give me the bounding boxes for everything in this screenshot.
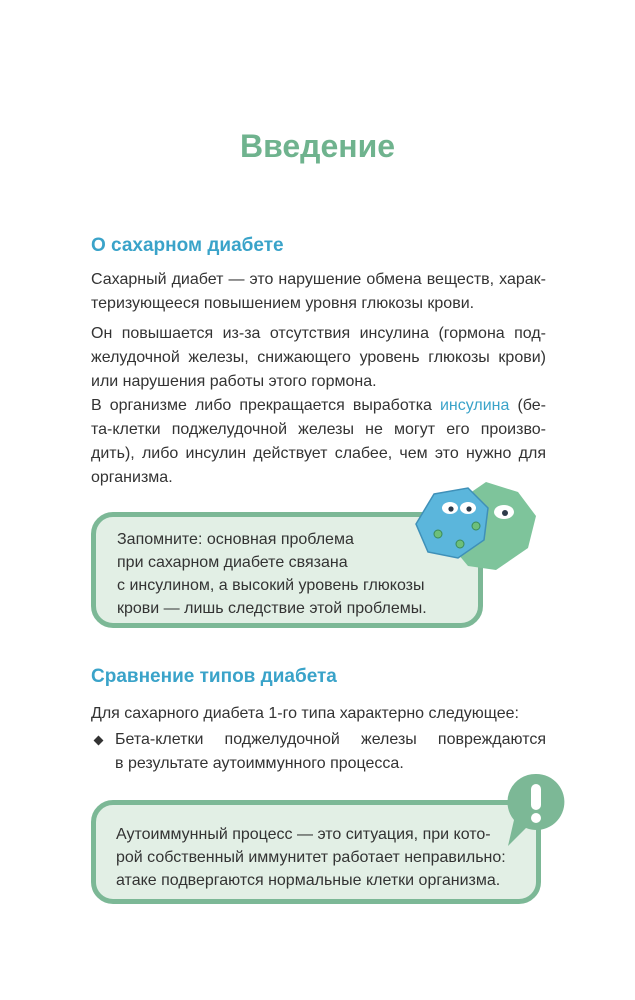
paragraph-line: Он повышается из-за отсутствия инсулина (гормона под- bbox=[91, 325, 546, 342]
callout-line: крови — лишь следствие этой проблемы. bbox=[117, 600, 427, 617]
dot-icon bbox=[456, 540, 464, 548]
paragraph bbox=[91, 322, 546, 394]
section-heading-about-diabetes: О сахарном диабете bbox=[91, 235, 284, 256]
paragraph bbox=[91, 702, 546, 726]
paragraph-line: теризующееся повышением уровня глюкозы крови. bbox=[91, 295, 475, 312]
paragraph-line: или нарушения работы этого гормона. bbox=[91, 373, 377, 390]
paragraph-line: Сахарный диабет — это нарушение обмена веществ, харак- bbox=[91, 271, 546, 288]
pupil-icon bbox=[448, 506, 453, 511]
page-title: Введение bbox=[239, 128, 396, 164]
paragraph-text: В организме либо прекращается выработка bbox=[91, 397, 440, 414]
paragraph-line bbox=[91, 394, 546, 418]
exclamation-dot bbox=[531, 813, 541, 823]
paragraph-line: организма. bbox=[91, 469, 173, 486]
paragraph bbox=[91, 394, 546, 490]
callout-text bbox=[116, 823, 506, 892]
callout-line: при сахарном диабете связана bbox=[117, 554, 348, 571]
bullet-line: Бета-клетки поджелудочной железы повреждаются bbox=[115, 731, 546, 748]
paragraph-line: та-клетки поджелудочной железы не могут его произво- bbox=[91, 421, 546, 438]
callout-text bbox=[117, 528, 427, 620]
bullet-line: в результате аутоиммунного процесса. bbox=[115, 755, 404, 772]
paragraph bbox=[91, 268, 546, 316]
paragraph-text: (бе- bbox=[509, 397, 546, 414]
exclamation-bar bbox=[531, 784, 541, 810]
paragraph-line: желудочной железы, снижающего уровень глюкозы крови) bbox=[91, 349, 546, 366]
callout-autoimmune bbox=[91, 800, 541, 904]
cells-illustration bbox=[410, 478, 540, 583]
insulin-highlight: инсулина bbox=[439, 397, 510, 414]
callout-line: с инсулином, а высокий уровень глюкозы bbox=[117, 577, 425, 594]
pupil-icon bbox=[466, 506, 471, 511]
dot-icon bbox=[434, 530, 442, 538]
section-heading-diabetes-types: Сравнение типов диабета bbox=[91, 666, 337, 687]
callout-line: Аутоиммунный процесс — это ситуация, при кото- bbox=[116, 826, 491, 843]
pupil-icon bbox=[502, 510, 508, 516]
callout-line: рой собственный иммунитет работает неправильно: bbox=[116, 849, 506, 866]
exclamation-icon bbox=[500, 770, 572, 850]
callout-line: атаке подвергаются нормальные клетки организма. bbox=[116, 872, 501, 889]
diamond-bullet-icon bbox=[94, 736, 104, 746]
paragraph-line: Для сахарного диабета 1-го типа характерно следующее: bbox=[91, 705, 519, 722]
callout-line: Запомните: основная проблема bbox=[117, 531, 354, 548]
dot-icon bbox=[472, 522, 480, 530]
paragraph-line: дить), либо инсулин действует слабее, чем это нужно для bbox=[91, 445, 546, 462]
bullet-text bbox=[115, 728, 546, 776]
